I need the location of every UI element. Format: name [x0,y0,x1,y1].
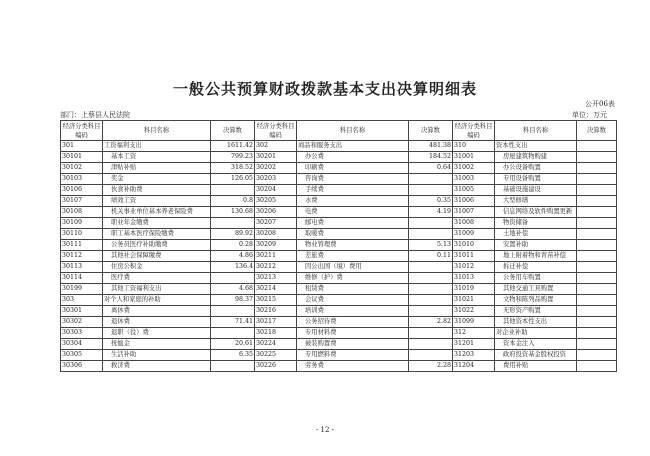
name-cell: 资本金注入 [495,339,577,350]
code-cell: 30201 [255,152,297,163]
name-cell: 抚恤金 [103,339,211,350]
table-row [61,196,617,207]
table-row [61,273,617,284]
code-cell: 31008 [453,218,495,229]
code-cell: 31010 [453,240,495,251]
code-cell: 31002 [453,163,495,174]
amount-cell [409,262,453,273]
name-cell: 因公出国（境）费用 [297,262,409,273]
code-cell: 310 [453,141,495,152]
name-cell: 专用燃料费 [297,350,409,361]
name-cell: 物资储备 [495,218,577,229]
name-cell: 退休费 [103,317,211,328]
code-cell: 30109 [61,218,103,229]
amount-cell [577,273,617,284]
code-cell: 30103 [61,174,103,185]
table-row [61,207,617,218]
code-cell: 31001 [453,152,495,163]
code-cell: 30217 [255,317,297,328]
name-cell: 对个人和家庭的补助 [103,295,211,306]
amount-cell: 4.19 [409,207,453,218]
code-cell: 30216 [255,306,297,317]
amount-cell [211,328,255,339]
code-cell: 30215 [255,295,297,306]
amount-cell: 71.41 [211,317,255,328]
name-cell: 无形资产购置 [495,306,577,317]
amount-cell: 0.8 [211,196,255,207]
header-code: 经济分类科目编码 [61,121,103,141]
table-row [61,361,617,372]
code-cell: 31012 [453,262,495,273]
amount-cell: 4.68 [211,284,255,295]
name-cell: 专用材料费 [297,328,409,339]
code-cell: 30208 [255,229,297,240]
page-title: 一般公共预算财政拨款基本支出决算明细表 [172,80,477,98]
header-amount: 决算数 [409,121,453,141]
code-cell: 30202 [255,163,297,174]
name-cell: 取暖费 [297,229,409,240]
table-row [61,328,617,339]
code-cell: 30304 [61,339,103,350]
name-cell: 办公费 [297,152,409,163]
amount-cell [211,218,255,229]
code-cell: 31007 [453,207,495,218]
amount-cell [577,284,617,295]
table-row [61,350,617,361]
header-name: 科目名称 [495,121,577,141]
table-number: 公开06表 [585,100,615,108]
header-name: 科目名称 [297,121,409,141]
name-cell: 大型修缮 [495,196,577,207]
amount-cell: 481.38 [409,141,453,152]
code-cell: 31021 [453,295,495,306]
code-cell: 30102 [61,163,103,174]
amount-cell [409,295,453,306]
name-cell: 其他资本性支出 [495,317,577,328]
amount-cell [577,229,617,240]
table-row [61,317,617,328]
table-row [61,339,617,350]
amount-cell [211,361,255,372]
name-cell: 差旅费 [297,251,409,262]
code-cell: 30303 [61,328,103,339]
name-cell: 安置补助 [495,240,577,251]
code-cell: 30112 [61,251,103,262]
amount-cell [577,207,617,218]
expenditure-table [60,120,617,372]
code-cell: 31204 [453,361,495,372]
amount-cell [409,174,453,185]
amount-cell [409,229,453,240]
amount-cell [577,350,617,361]
name-cell: 商品和服务支出 [297,141,409,152]
amount-cell: 126.05 [211,174,255,185]
amount-cell [211,306,255,317]
amount-cell [409,273,453,284]
amount-cell [577,251,617,262]
name-cell: 培训费 [297,306,409,317]
unit-label: 单位：万元 [572,111,607,119]
code-cell: 30107 [61,196,103,207]
code-cell: 31009 [453,229,495,240]
code-cell: 30101 [61,152,103,163]
name-cell: 其他社会保障缴费 [103,251,211,262]
amount-cell [577,328,617,339]
amount-cell [577,163,617,174]
name-cell: 离休费 [103,306,211,317]
header-code: 经济分类科目编码 [453,121,495,141]
code-cell: 31019 [453,284,495,295]
name-cell: 信息网络及软件购置更新 [495,207,577,218]
code-cell: 30110 [61,229,103,240]
amount-cell: 98.37 [211,295,255,306]
table-row [61,240,617,251]
code-cell: 30214 [255,284,297,295]
amount-cell [409,328,453,339]
name-cell: 文物和陈列品购置 [495,295,577,306]
code-cell: 30114 [61,273,103,284]
amount-cell: 20.61 [211,339,255,350]
code-cell: 30226 [255,361,297,372]
table-row [61,295,617,306]
name-cell: 水费 [297,196,409,207]
code-cell: 312 [453,328,495,339]
name-cell: 会议费 [297,295,409,306]
name-cell: 资本性支出 [495,141,577,152]
header-amount: 决算数 [211,121,255,141]
table-row [61,218,617,229]
name-cell: 公务招待费 [297,317,409,328]
name-cell: 对企业补助 [495,328,577,339]
amount-cell: 0.28 [211,240,255,251]
name-cell: 咨询费 [297,174,409,185]
amount-cell [577,152,617,163]
amount-cell [577,185,617,196]
name-cell: 职业年金缴费 [103,218,211,229]
amount-cell [211,185,255,196]
amount-cell: 1611.42 [211,141,255,152]
code-cell: 30207 [255,218,297,229]
name-cell: 土地补偿 [495,229,577,240]
name-cell: 机关事业单位基本养老保险费 [103,207,211,218]
code-cell: 30106 [61,185,103,196]
name-cell: 办公设备购置 [495,163,577,174]
amount-cell: 0.11 [409,251,453,262]
department-label: 部门：上蔡县人民法院 [60,111,130,119]
name-cell: 工资福利支出 [103,141,211,152]
code-cell: 30199 [61,284,103,295]
amount-cell: 4.86 [211,251,255,262]
code-cell: 302 [255,141,297,152]
amount-cell [577,262,617,273]
amount-cell: 89.92 [211,229,255,240]
amount-cell [409,218,453,229]
name-cell: 基础设施建设 [495,185,577,196]
code-cell: 30225 [255,350,297,361]
amount-cell: 2.82 [409,317,453,328]
code-cell: 31201 [453,339,495,350]
amount-cell [577,339,617,350]
amount-cell [409,284,453,295]
name-cell: 地上附着物和青苗补偿 [495,251,577,262]
amount-cell: 130.68 [211,207,255,218]
code-cell: 301 [61,141,103,152]
name-cell: 公务员医疗补助缴费 [103,240,211,251]
name-cell: 手续费 [297,185,409,196]
name-cell: 房屋建筑物购建 [495,152,577,163]
table-row [61,185,617,196]
name-cell: 劳务费 [297,361,409,372]
table-header-row [61,121,617,141]
code-cell: 30209 [255,240,297,251]
code-cell: 30204 [255,185,297,196]
name-cell: 费用补贴 [495,361,577,372]
name-cell: 公务用车购置 [495,273,577,284]
name-cell: 伙食补助费 [103,185,211,196]
name-cell: 物业管理费 [297,240,409,251]
name-cell: 津贴补贴 [103,163,211,174]
name-cell: 维修（护）费 [297,273,409,284]
name-cell: 租赁费 [297,284,409,295]
amount-cell: 5.13 [409,240,453,251]
code-cell: 30111 [61,240,103,251]
table-row [61,141,617,152]
name-cell: 职工基本医疗保险缴费 [103,229,211,240]
header-name: 科目名称 [103,121,211,141]
amount-cell [577,317,617,328]
amount-cell: 0.35 [409,196,453,207]
table-row [61,284,617,295]
code-cell: 30108 [61,207,103,218]
name-cell: 住房公积金 [103,262,211,273]
amount-cell [577,218,617,229]
amount-cell [577,240,617,251]
page-number: - 12 - [315,426,335,434]
code-cell: 30211 [255,251,297,262]
code-cell: 31013 [453,273,495,284]
name-cell: 奖金 [103,174,211,185]
code-cell: 31005 [453,185,495,196]
name-cell: 退职（役）费 [103,328,211,339]
amount-cell: 318.52 [211,163,255,174]
header-amount: 决算数 [577,121,617,141]
name-cell: 其他工资福利支出 [103,284,211,295]
code-cell: 30301 [61,306,103,317]
amount-cell [409,306,453,317]
code-cell: 31011 [453,251,495,262]
name-cell: 电费 [297,207,409,218]
code-cell: 30224 [255,339,297,350]
code-cell: 303 [61,295,103,306]
table-row [61,251,617,262]
table-row [61,229,617,240]
amount-cell [577,141,617,152]
amount-cell [409,185,453,196]
name-cell: 专用设备购置 [495,174,577,185]
table-row [61,163,617,174]
name-cell: 拆迁补偿 [495,262,577,273]
code-cell: 30206 [255,207,297,218]
code-cell: 31006 [453,196,495,207]
amount-cell: 0.64 [409,163,453,174]
code-cell: 31099 [453,317,495,328]
table-row [61,262,617,273]
header-code: 经济分类科目编码 [255,121,297,141]
code-cell: 30113 [61,262,103,273]
name-cell: 印刷费 [297,163,409,174]
name-cell: 绩效工资 [103,196,211,207]
code-cell: 30302 [61,317,103,328]
name-cell: 邮电费 [297,218,409,229]
name-cell: 生活补助 [103,350,211,361]
amount-cell [577,306,617,317]
code-cell: 31203 [453,350,495,361]
name-cell: 救济费 [103,361,211,372]
name-cell: 被装购置费 [297,339,409,350]
code-cell: 30218 [255,328,297,339]
name-cell: 医疗费 [103,273,211,284]
amount-cell [577,295,617,306]
name-cell: 政府投资基金股权投资 [495,350,577,361]
name-cell: 其他交通工具购置 [495,284,577,295]
amount-cell [577,361,617,372]
code-cell: 30213 [255,273,297,284]
code-cell: 31003 [453,174,495,185]
amount-cell: 2.28 [409,361,453,372]
amount-cell: 6.35 [211,350,255,361]
table-row [61,306,617,317]
code-cell: 31022 [453,306,495,317]
code-cell: 30205 [255,196,297,207]
code-cell: 30306 [61,361,103,372]
table-row [61,174,617,185]
amount-cell [211,273,255,284]
amount-cell [409,339,453,350]
amount-cell [409,350,453,361]
code-cell: 30212 [255,262,297,273]
amount-cell: 799.23 [211,152,255,163]
amount-cell [577,196,617,207]
table-row [61,152,617,163]
code-cell: 30305 [61,350,103,361]
code-cell: 30203 [255,174,297,185]
amount-cell: 184.52 [409,152,453,163]
name-cell: 基本工资 [103,152,211,163]
amount-cell: 136.4 [211,262,255,273]
amount-cell [577,174,617,185]
